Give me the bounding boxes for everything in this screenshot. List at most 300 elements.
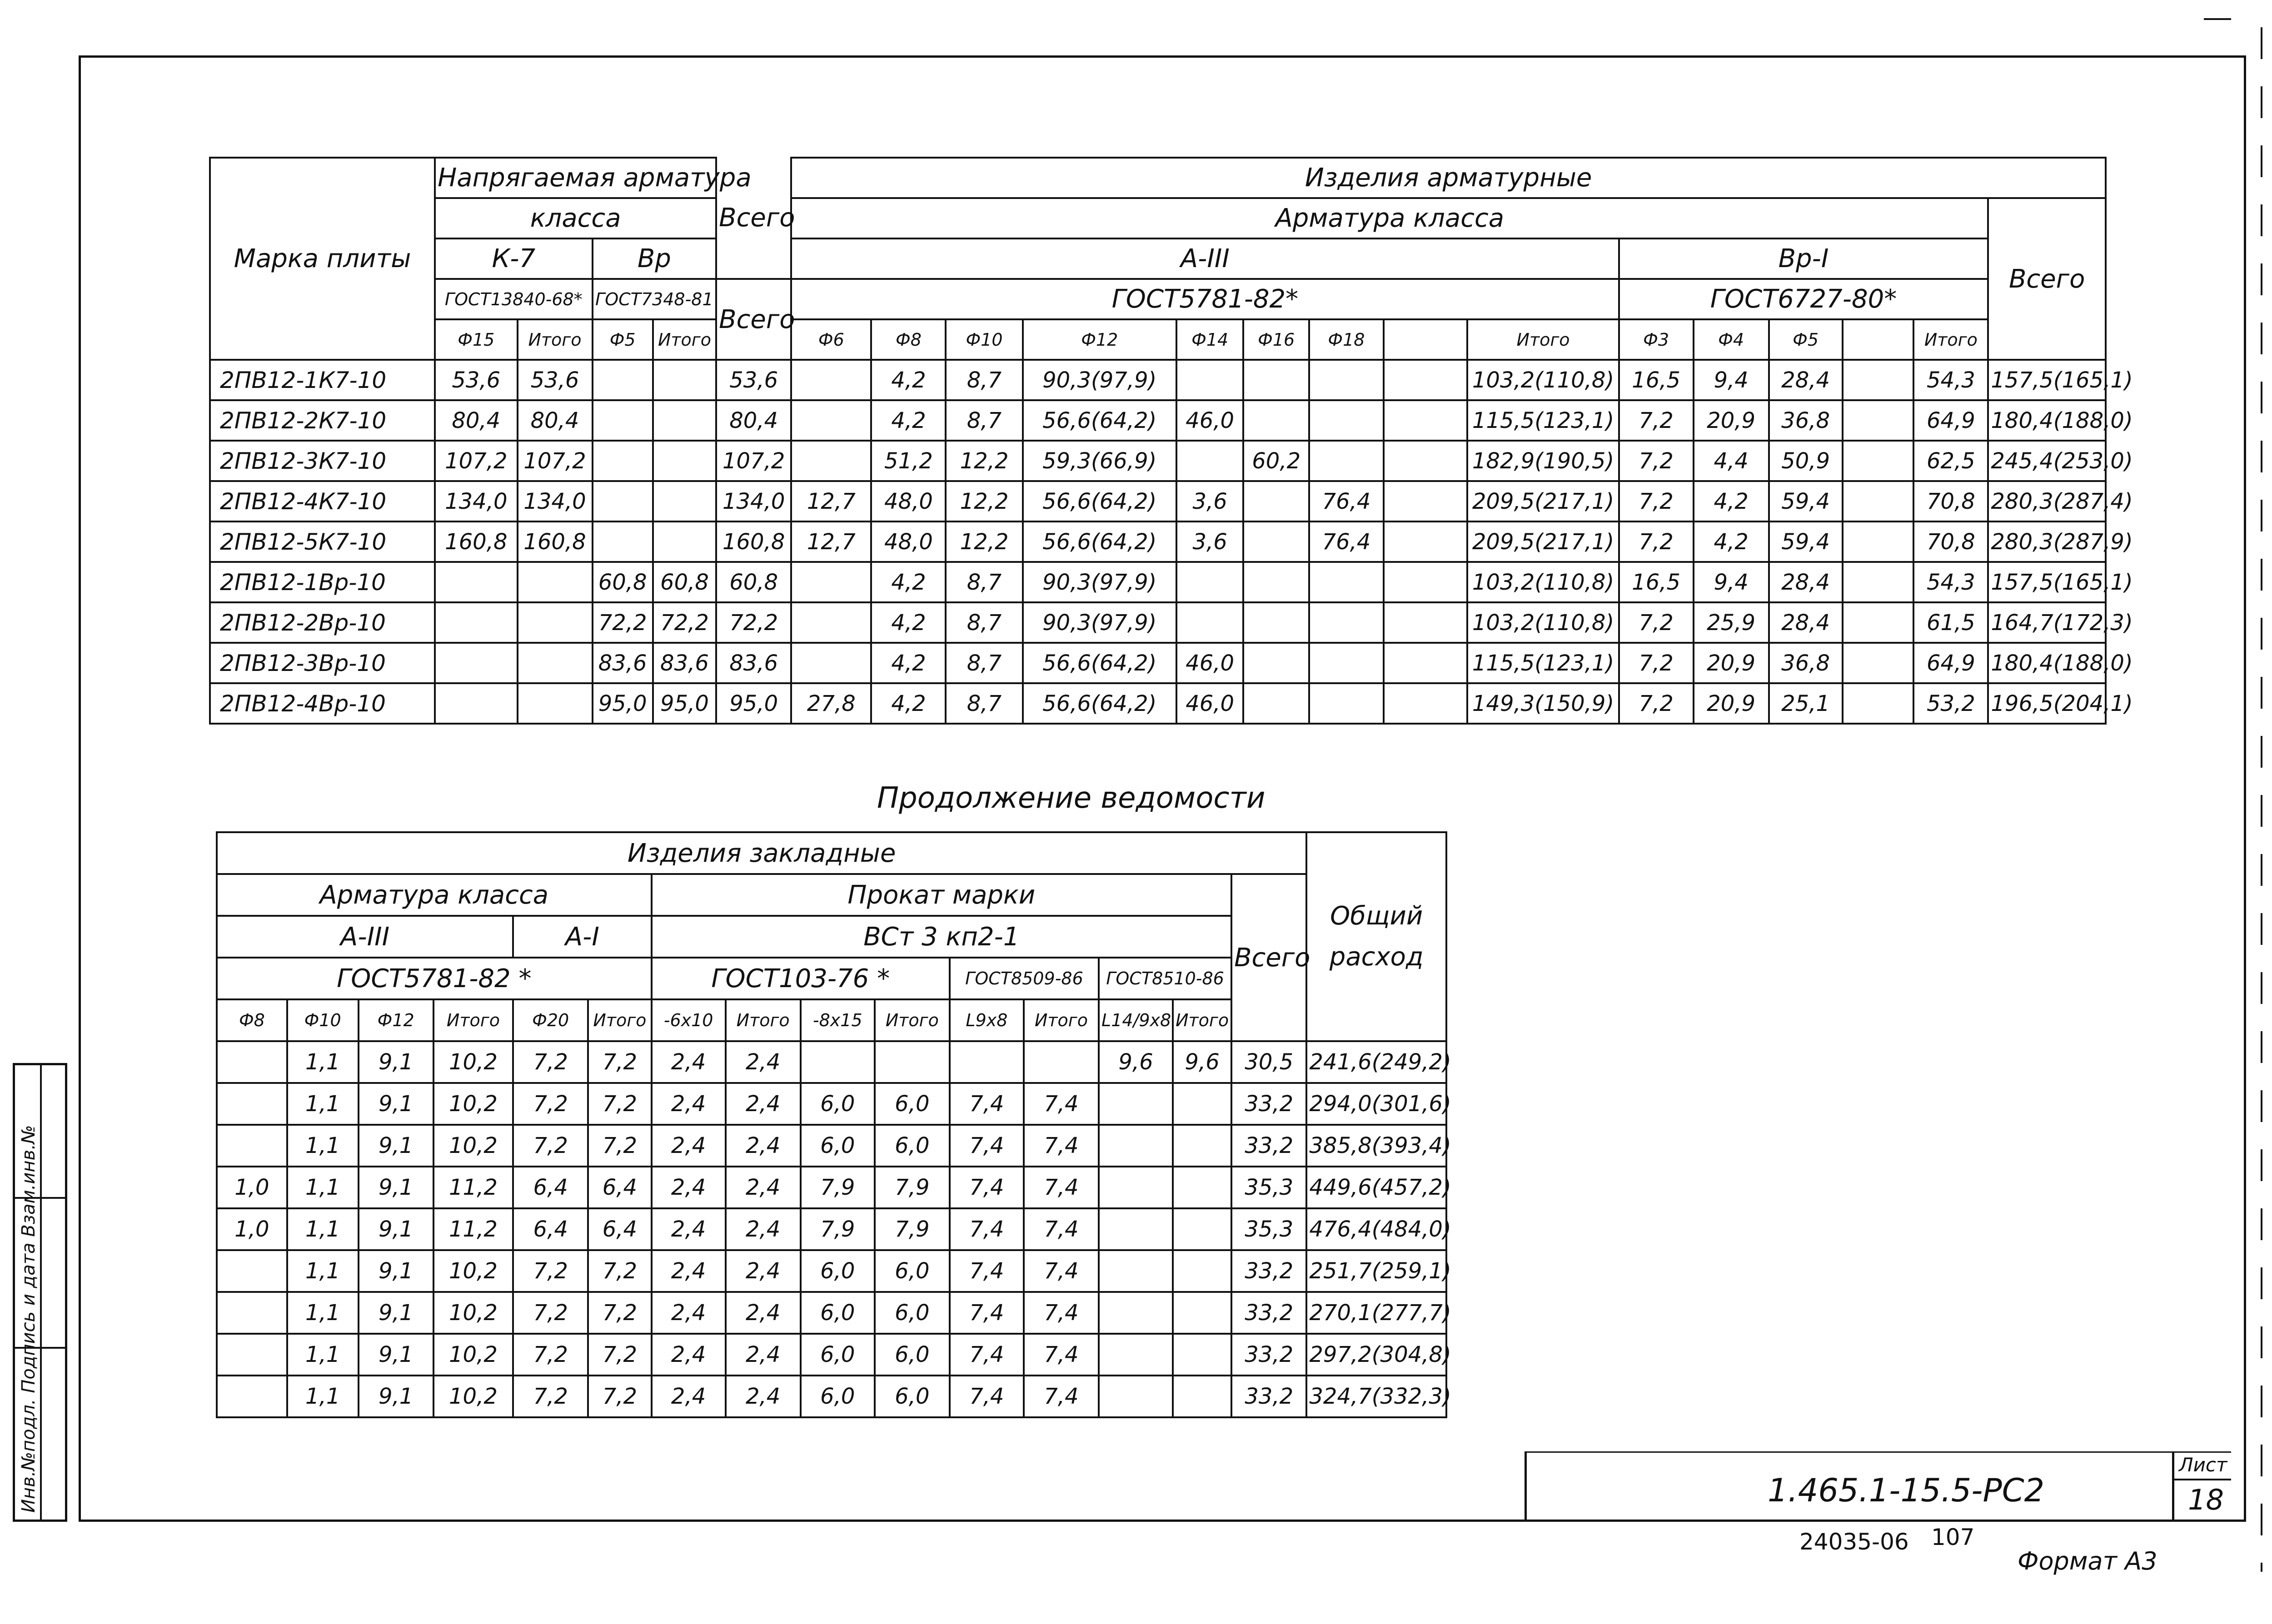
value-cell: 7,4 bbox=[1024, 1292, 1099, 1334]
value-cell: 107,2 bbox=[435, 441, 517, 481]
value-cell: 7,2 bbox=[1619, 683, 1694, 724]
value-cell bbox=[435, 602, 517, 643]
value-cell: 64,9 bbox=[1913, 643, 1988, 683]
subheader-cell: Ф16 bbox=[1243, 319, 1309, 360]
value-cell: 164,7(172,3) bbox=[1988, 602, 2106, 643]
value-cell bbox=[593, 360, 653, 400]
value-cell: 4,2 bbox=[1694, 521, 1769, 562]
value-cell: 1,0 bbox=[217, 1208, 287, 1250]
value-cell: 10,2 bbox=[433, 1041, 513, 1083]
value-cell: 6,0 bbox=[801, 1083, 875, 1125]
value-cell bbox=[875, 1041, 950, 1083]
subheader-cell: Ф10 bbox=[946, 319, 1022, 360]
subheader-cell: Итого bbox=[518, 319, 593, 360]
value-cell bbox=[1173, 1334, 1231, 1376]
value-cell: 9,1 bbox=[359, 1250, 433, 1292]
value-cell: 7,2 bbox=[588, 1083, 651, 1125]
header-total-consumption bbox=[1306, 832, 1446, 1041]
value-cell: 53,6 bbox=[518, 360, 593, 400]
value-cell: 60,2 bbox=[1243, 441, 1309, 481]
table-row bbox=[210, 521, 2106, 562]
value-cell: 7,2 bbox=[513, 1334, 588, 1376]
value-cell: 6,0 bbox=[875, 1250, 950, 1292]
value-cell bbox=[1384, 360, 1468, 400]
value-cell: 6,4 bbox=[588, 1208, 651, 1250]
header-vr1: Вр-I bbox=[1619, 238, 1988, 279]
value-cell: 7,2 bbox=[588, 1125, 651, 1167]
value-cell bbox=[1843, 400, 1914, 441]
value-cell: 56,6(64,2) bbox=[1023, 481, 1176, 521]
value-cell: 7,2 bbox=[1619, 441, 1694, 481]
sheet-label: Лист bbox=[2179, 1454, 2227, 1476]
value-cell: 9,6 bbox=[1173, 1041, 1231, 1083]
value-cell bbox=[217, 1292, 287, 1334]
value-cell: 11,2 bbox=[433, 1208, 513, 1250]
value-cell: 9,1 bbox=[359, 1083, 433, 1125]
subheader-cell: Ф5 bbox=[1769, 319, 1843, 360]
value-cell: 9,1 bbox=[359, 1167, 433, 1208]
subheader-cell: Ф12 bbox=[359, 999, 433, 1041]
subheader-cell: Ф3 bbox=[1619, 319, 1694, 360]
value-cell: 6,0 bbox=[801, 1125, 875, 1167]
value-cell bbox=[791, 441, 871, 481]
value-cell bbox=[518, 643, 593, 683]
value-cell: 90,3(97,9) bbox=[1023, 602, 1176, 643]
value-cell bbox=[1309, 400, 1384, 441]
value-cell: 20,9 bbox=[1694, 683, 1769, 724]
value-cell: 53,6 bbox=[716, 360, 791, 400]
total-consumption-cell: 241,6(249,2) bbox=[1306, 1041, 1446, 1083]
value-cell bbox=[1173, 1083, 1231, 1125]
value-cell bbox=[1309, 360, 1384, 400]
subheader-cell: Ф8 bbox=[871, 319, 946, 360]
value-cell: 25,9 bbox=[1694, 602, 1769, 643]
value-cell bbox=[801, 1041, 875, 1083]
table-row bbox=[217, 1292, 1446, 1334]
value-cell: 53,6 bbox=[435, 360, 517, 400]
value-cell bbox=[1843, 683, 1914, 724]
corner-mark bbox=[2204, 18, 2231, 20]
value-cell: 9,1 bbox=[359, 1376, 433, 1417]
value-cell: 61,5 bbox=[1913, 602, 1988, 643]
table-row bbox=[210, 441, 2106, 481]
subheader-cell: Ф15 bbox=[435, 319, 517, 360]
value-cell: 33,2 bbox=[1231, 1125, 1306, 1167]
header-rolled-grade: Прокат марки bbox=[652, 874, 1232, 916]
value-cell bbox=[217, 1041, 287, 1083]
value-cell: 2,4 bbox=[726, 1376, 801, 1417]
value-cell: 46,0 bbox=[1176, 400, 1244, 441]
drawing-code: 1.465.1-15.5-РС2 bbox=[1768, 1472, 2045, 1509]
value-cell bbox=[1843, 643, 1914, 683]
value-cell: 95,0 bbox=[653, 683, 716, 724]
value-cell: 56,6(64,2) bbox=[1023, 683, 1176, 724]
table-row bbox=[217, 1208, 1446, 1250]
value-cell bbox=[1176, 441, 1244, 481]
plate-mark-cell: 2ПВ12-5К7-10 bbox=[210, 521, 435, 562]
value-cell: 83,6 bbox=[653, 643, 716, 683]
subheader-cell: Итого bbox=[588, 999, 651, 1041]
value-cell bbox=[217, 1334, 287, 1376]
subheader-cell: Ф6 bbox=[791, 319, 871, 360]
value-cell: 10,2 bbox=[433, 1376, 513, 1417]
value-cell: 9,1 bbox=[359, 1334, 433, 1376]
value-cell: 10,2 bbox=[433, 1083, 513, 1125]
value-cell: 182,9(190,5) bbox=[1467, 441, 1619, 481]
value-cell: 33,2 bbox=[1231, 1250, 1306, 1292]
value-cell: 60,8 bbox=[593, 562, 653, 602]
reinforcement-table bbox=[209, 157, 2133, 725]
value-cell bbox=[1384, 683, 1468, 724]
value-cell bbox=[1173, 1125, 1231, 1167]
header-vr: Вр bbox=[593, 238, 717, 279]
value-cell: 48,0 bbox=[871, 521, 946, 562]
value-cell: 6,0 bbox=[801, 1250, 875, 1292]
header-a3-2: А-III bbox=[217, 916, 513, 958]
value-cell: 7,2 bbox=[513, 1041, 588, 1083]
value-cell: 9,1 bbox=[359, 1041, 433, 1083]
value-cell bbox=[217, 1083, 287, 1125]
header-a1: А-I bbox=[513, 916, 651, 958]
value-cell: 60,8 bbox=[653, 562, 716, 602]
value-cell bbox=[435, 643, 517, 683]
side-stamp-divider bbox=[40, 1065, 42, 1520]
value-cell: 28,4 bbox=[1769, 360, 1843, 400]
subheader-cell: Итого bbox=[1913, 319, 1988, 360]
value-cell bbox=[1843, 521, 1914, 562]
header-total-all: Всего bbox=[1988, 198, 2106, 360]
title-block-divider bbox=[1525, 1451, 1527, 1522]
value-cell bbox=[791, 602, 871, 643]
value-cell: 7,4 bbox=[1024, 1250, 1099, 1292]
value-cell bbox=[1024, 1041, 1099, 1083]
value-cell: 7,4 bbox=[1024, 1167, 1099, 1208]
value-cell bbox=[1243, 602, 1309, 643]
value-cell: 72,2 bbox=[653, 602, 716, 643]
table-row bbox=[210, 360, 2106, 400]
value-cell: 180,4(188,0) bbox=[1988, 400, 2106, 441]
value-cell bbox=[950, 1041, 1024, 1083]
value-cell bbox=[791, 400, 871, 441]
value-cell bbox=[653, 521, 716, 562]
total-consumption-cell: 297,2(304,8) bbox=[1306, 1334, 1446, 1376]
value-cell: 16,5 bbox=[1619, 360, 1694, 400]
value-cell: 160,8 bbox=[435, 521, 517, 562]
table-row bbox=[210, 602, 2106, 643]
value-cell: 6,4 bbox=[513, 1167, 588, 1208]
value-cell bbox=[1099, 1167, 1173, 1208]
value-cell: 56,6(64,2) bbox=[1023, 400, 1176, 441]
sheet-number-divider bbox=[2172, 1479, 2231, 1480]
subheader-cell: Итого bbox=[1024, 999, 1099, 1041]
value-cell: 7,9 bbox=[875, 1208, 950, 1250]
header-embedded-items: Изделия закладные bbox=[217, 832, 1306, 874]
value-cell bbox=[1099, 1250, 1173, 1292]
subheader-cell: Итого bbox=[1467, 319, 1619, 360]
value-cell: 103,2(110,8) bbox=[1467, 602, 1619, 643]
value-cell: 70,8 bbox=[1913, 521, 1988, 562]
value-cell: 4,2 bbox=[871, 643, 946, 683]
header-gost5781-2: ГОСТ5781-82 * bbox=[217, 958, 652, 999]
header-a3: А-III bbox=[791, 238, 1619, 279]
value-cell bbox=[653, 360, 716, 400]
value-cell bbox=[1384, 400, 1468, 441]
value-cell bbox=[1176, 562, 1244, 602]
value-cell: 83,6 bbox=[716, 643, 791, 683]
value-cell: 7,4 bbox=[950, 1208, 1024, 1250]
value-cell: 72,2 bbox=[716, 602, 791, 643]
value-cell: 28,4 bbox=[1769, 562, 1843, 602]
value-cell: 209,5(217,1) bbox=[1467, 521, 1619, 562]
value-cell: 33,2 bbox=[1231, 1083, 1306, 1125]
total-consumption-cell: 476,4(484,0) bbox=[1306, 1208, 1446, 1250]
value-cell: 4,2 bbox=[1694, 481, 1769, 521]
value-cell bbox=[217, 1250, 287, 1292]
header-total-prestressed: Всего bbox=[716, 158, 791, 279]
value-cell bbox=[217, 1376, 287, 1417]
value-cell: 33,2 bbox=[1231, 1292, 1306, 1334]
value-cell: 4,2 bbox=[871, 602, 946, 643]
value-cell bbox=[1843, 562, 1914, 602]
value-cell bbox=[435, 683, 517, 724]
value-cell bbox=[791, 562, 871, 602]
value-cell: 7,2 bbox=[588, 1334, 651, 1376]
value-cell: 7,4 bbox=[950, 1125, 1024, 1167]
value-cell: 196,5(204,1) bbox=[1988, 683, 2106, 724]
plate-mark-cell: 2ПВ12-1Вр-10 bbox=[210, 562, 435, 602]
value-cell: 12,7 bbox=[791, 481, 871, 521]
plate-mark-cell: 2ПВ12-3К7-10 bbox=[210, 441, 435, 481]
value-cell: 7,4 bbox=[950, 1250, 1024, 1292]
value-cell: 9,4 bbox=[1694, 360, 1769, 400]
value-cell: 1,1 bbox=[287, 1376, 359, 1417]
value-cell: 2,4 bbox=[652, 1334, 726, 1376]
header-reinforcement-items: Изделия арматурные bbox=[791, 158, 2106, 198]
value-cell bbox=[518, 683, 593, 724]
value-cell: 7,4 bbox=[950, 1334, 1024, 1376]
value-cell bbox=[791, 360, 871, 400]
value-cell bbox=[1243, 521, 1309, 562]
value-cell: 48,0 bbox=[871, 481, 946, 521]
value-cell bbox=[1384, 441, 1468, 481]
value-cell: 7,2 bbox=[1619, 643, 1694, 683]
page-number: 107 bbox=[1931, 1524, 1975, 1550]
value-cell: 8,7 bbox=[946, 643, 1022, 683]
value-cell: 2,4 bbox=[726, 1083, 801, 1125]
value-cell bbox=[1309, 562, 1384, 602]
subheader-cell: Итого bbox=[433, 999, 513, 1041]
value-cell: 2,4 bbox=[652, 1167, 726, 1208]
value-cell bbox=[1309, 602, 1384, 643]
value-cell bbox=[1384, 602, 1468, 643]
header-vst3: ВСт 3 кп2-1 bbox=[652, 916, 1232, 958]
value-cell: 1,1 bbox=[287, 1292, 359, 1334]
value-cell: 7,4 bbox=[1024, 1334, 1099, 1376]
value-cell bbox=[1384, 643, 1468, 683]
value-cell bbox=[1384, 521, 1468, 562]
value-cell bbox=[518, 602, 593, 643]
value-cell: 134,0 bbox=[716, 481, 791, 521]
value-cell: 2,4 bbox=[652, 1376, 726, 1417]
value-cell: 59,4 bbox=[1769, 521, 1843, 562]
value-cell bbox=[791, 643, 871, 683]
value-cell bbox=[1243, 643, 1309, 683]
value-cell: 115,5(123,1) bbox=[1467, 643, 1619, 683]
value-cell: 107,2 bbox=[518, 441, 593, 481]
value-cell: 7,4 bbox=[950, 1292, 1024, 1334]
value-cell: 80,4 bbox=[435, 400, 517, 441]
value-cell bbox=[653, 400, 716, 441]
embedded-items-table bbox=[216, 831, 1451, 1418]
subheader-cell: L9х8 bbox=[950, 999, 1024, 1041]
value-cell: 4,2 bbox=[871, 683, 946, 724]
value-cell bbox=[1843, 360, 1914, 400]
value-cell: 7,4 bbox=[1024, 1083, 1099, 1125]
value-cell: 76,4 bbox=[1309, 481, 1384, 521]
plate-mark-cell: 2ПВ12-3Вр-10 bbox=[210, 643, 435, 683]
value-cell bbox=[435, 562, 517, 602]
value-cell: 1,1 bbox=[287, 1167, 359, 1208]
value-cell bbox=[1099, 1376, 1173, 1417]
side-stamp-label: Инв.№подл. Подпись и дата Взам.инв.№ bbox=[18, 1125, 39, 1513]
value-cell: 107,2 bbox=[716, 441, 791, 481]
value-cell: 54,3 bbox=[1913, 562, 1988, 602]
value-cell: 7,4 bbox=[1024, 1125, 1099, 1167]
value-cell bbox=[1843, 441, 1914, 481]
subheader-cell: Ф4 bbox=[1694, 319, 1769, 360]
value-cell: 59,4 bbox=[1769, 481, 1843, 521]
value-cell: 6,0 bbox=[801, 1376, 875, 1417]
plate-mark-cell: 2ПВ12-2Вр-10 bbox=[210, 602, 435, 643]
value-cell: 2,4 bbox=[726, 1041, 801, 1083]
header-gost6727: ГОСТ6727-80* bbox=[1619, 279, 1988, 319]
value-cell: 12,7 bbox=[791, 521, 871, 562]
value-cell bbox=[1843, 481, 1914, 521]
header-gost8510: ГОСТ8510-86 bbox=[1099, 958, 1231, 999]
value-cell: 103,2(110,8) bbox=[1467, 360, 1619, 400]
value-cell: 59,3(66,9) bbox=[1023, 441, 1176, 481]
header-reinforcement-class-2: Арматура класса bbox=[217, 874, 652, 916]
value-cell: 134,0 bbox=[435, 481, 517, 521]
format-label: Формат А3 bbox=[2018, 1547, 2157, 1575]
subheader-cell: Итого bbox=[726, 999, 801, 1041]
value-cell: 160,8 bbox=[716, 521, 791, 562]
sheet-number-box bbox=[2172, 1451, 2174, 1522]
table-row bbox=[217, 1250, 1446, 1292]
value-cell: 7,2 bbox=[588, 1250, 651, 1292]
value-cell: 46,0 bbox=[1176, 643, 1244, 683]
value-cell bbox=[1173, 1292, 1231, 1334]
value-cell: 10,2 bbox=[433, 1250, 513, 1292]
value-cell bbox=[1309, 683, 1384, 724]
value-cell: 10,2 bbox=[433, 1125, 513, 1167]
subheader-cell: Ф12 bbox=[1023, 319, 1176, 360]
value-cell: 2,4 bbox=[726, 1208, 801, 1250]
value-cell: 6,0 bbox=[801, 1292, 875, 1334]
value-cell: 2,4 bbox=[726, 1250, 801, 1292]
table-row bbox=[217, 1125, 1446, 1167]
value-cell bbox=[653, 481, 716, 521]
value-cell bbox=[593, 481, 653, 521]
value-cell: 6,0 bbox=[875, 1376, 950, 1417]
value-cell: 6,0 bbox=[875, 1334, 950, 1376]
value-cell: 157,5(165,1) bbox=[1988, 360, 2106, 400]
value-cell: 160,8 bbox=[518, 521, 593, 562]
value-cell bbox=[1176, 602, 1244, 643]
value-cell: 72,2 bbox=[593, 602, 653, 643]
subheader-cell: -6х10 bbox=[652, 999, 726, 1041]
value-cell: 20,9 bbox=[1694, 643, 1769, 683]
value-cell: 33,2 bbox=[1231, 1334, 1306, 1376]
value-cell: 12,2 bbox=[946, 441, 1022, 481]
subheader-cell: Ф14 bbox=[1176, 319, 1244, 360]
value-cell: 1,1 bbox=[287, 1083, 359, 1125]
header-gost7348: ГОСТ7348-81 bbox=[593, 279, 717, 319]
value-cell bbox=[1243, 683, 1309, 724]
value-cell: 7,2 bbox=[1619, 602, 1694, 643]
value-cell bbox=[1243, 481, 1309, 521]
sheet-number: 18 bbox=[2188, 1483, 2224, 1516]
value-cell bbox=[1384, 562, 1468, 602]
subheader-cell: Ф20 bbox=[513, 999, 588, 1041]
value-cell: 16,5 bbox=[1619, 562, 1694, 602]
value-cell: 76,4 bbox=[1309, 521, 1384, 562]
value-cell bbox=[1243, 360, 1309, 400]
value-cell: 80,4 bbox=[716, 400, 791, 441]
value-cell: 1,1 bbox=[287, 1125, 359, 1167]
value-cell: 9,6 bbox=[1099, 1041, 1173, 1083]
value-cell: 280,3(287,4) bbox=[1988, 481, 2106, 521]
value-cell: 90,3(97,9) bbox=[1023, 360, 1176, 400]
value-cell bbox=[1173, 1167, 1231, 1208]
value-cell: 10,2 bbox=[433, 1334, 513, 1376]
value-cell bbox=[1309, 643, 1384, 683]
total-consumption-cell: 270,1(277,7) bbox=[1306, 1292, 1446, 1334]
value-cell bbox=[1099, 1083, 1173, 1125]
subheader-cell: -8х15 bbox=[801, 999, 875, 1041]
value-cell: 30,5 bbox=[1231, 1041, 1306, 1083]
value-cell: 7,2 bbox=[588, 1376, 651, 1417]
value-cell: 56,6(64,2) bbox=[1023, 521, 1176, 562]
order-number: 24035-06 bbox=[1799, 1529, 1909, 1555]
value-cell: 115,5(123,1) bbox=[1467, 400, 1619, 441]
value-cell: 157,5(165,1) bbox=[1988, 562, 2106, 602]
value-cell: 2,4 bbox=[726, 1125, 801, 1167]
subheader-cell: Ф8 bbox=[217, 999, 287, 1041]
value-cell: 2,4 bbox=[652, 1041, 726, 1083]
title-block bbox=[1525, 1451, 2231, 1453]
total-consumption-cell: 324,7(332,3) bbox=[1306, 1376, 1446, 1417]
table-row bbox=[217, 1167, 1446, 1208]
value-cell: 2,4 bbox=[652, 1250, 726, 1292]
value-cell: 8,7 bbox=[946, 683, 1022, 724]
value-cell: 4,2 bbox=[871, 562, 946, 602]
value-cell: 51,2 bbox=[871, 441, 946, 481]
value-cell: 2,4 bbox=[652, 1125, 726, 1167]
value-cell bbox=[653, 441, 716, 481]
header-class: класса bbox=[435, 198, 716, 238]
value-cell: 64,9 bbox=[1913, 400, 1988, 441]
plate-mark-cell: 2ПВ12-4Вр-10 bbox=[210, 683, 435, 724]
value-cell: 2,4 bbox=[652, 1208, 726, 1250]
value-cell: 7,2 bbox=[588, 1292, 651, 1334]
header-plate-mark: Марка плиты bbox=[210, 158, 435, 360]
value-cell: 7,4 bbox=[1024, 1208, 1099, 1250]
value-cell: 12,2 bbox=[946, 481, 1022, 521]
value-cell: 3,6 bbox=[1176, 481, 1244, 521]
value-cell: 11,2 bbox=[433, 1167, 513, 1208]
table-row bbox=[210, 562, 2106, 602]
